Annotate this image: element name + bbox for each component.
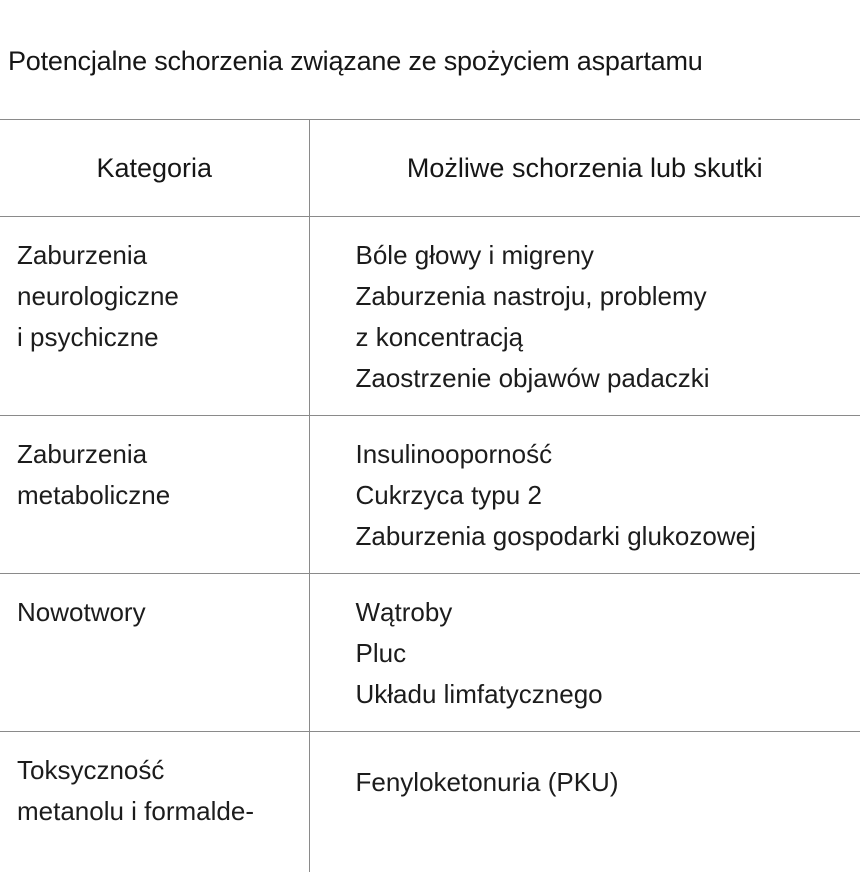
category-line: Zaburzenia bbox=[17, 235, 303, 276]
effect-line: z koncentracją bbox=[356, 317, 860, 358]
table-row bbox=[0, 574, 860, 732]
column-header-category: Kategoria bbox=[0, 120, 309, 217]
table-row bbox=[0, 217, 860, 416]
disorders-table bbox=[0, 119, 860, 872]
category-cell bbox=[0, 217, 309, 416]
category-line: Toksyczność bbox=[17, 750, 303, 791]
column-header-effects: Możliwe schorzenia lub skutki bbox=[309, 120, 860, 217]
category-line: metaboliczne bbox=[17, 475, 303, 516]
effect-line: Insulinooporność bbox=[356, 434, 860, 475]
effect-line: Fenyloketonuria (PKU) bbox=[356, 762, 860, 803]
table-header-row bbox=[0, 120, 860, 217]
effects-cell bbox=[309, 416, 860, 574]
category-line: i psychiczne bbox=[17, 317, 303, 358]
category-line: metanolu i formalde- bbox=[17, 791, 303, 832]
effect-line: Układu limfatycznego bbox=[356, 674, 860, 715]
page-title: Potencjalne schorzenia związane ze spożyciem aspartamu bbox=[8, 46, 860, 77]
category-cell bbox=[0, 732, 309, 872]
effect-line: Cukrzyca typu 2 bbox=[356, 475, 860, 516]
table-row bbox=[0, 416, 860, 574]
effect-line: Pluc bbox=[356, 633, 860, 674]
effect-line: Bóle głowy i migreny bbox=[356, 235, 860, 276]
effect-line: Zaburzenia gospodarki glukozowej bbox=[356, 516, 860, 557]
category-line: neurologiczne bbox=[17, 276, 303, 317]
category-cell bbox=[0, 574, 309, 732]
effect-line: Zaburzenia nastroju, problemy bbox=[356, 276, 860, 317]
category-line: Zaburzenia bbox=[17, 434, 303, 475]
category-line: Nowotwory bbox=[17, 592, 303, 633]
effect-line: Wątroby bbox=[356, 592, 860, 633]
effects-cell bbox=[309, 732, 860, 872]
category-cell bbox=[0, 416, 309, 574]
effect-line: Zaostrzenie objawów padaczki bbox=[356, 358, 860, 399]
effects-cell bbox=[309, 574, 860, 732]
table-row bbox=[0, 732, 860, 872]
effects-cell bbox=[309, 217, 860, 416]
